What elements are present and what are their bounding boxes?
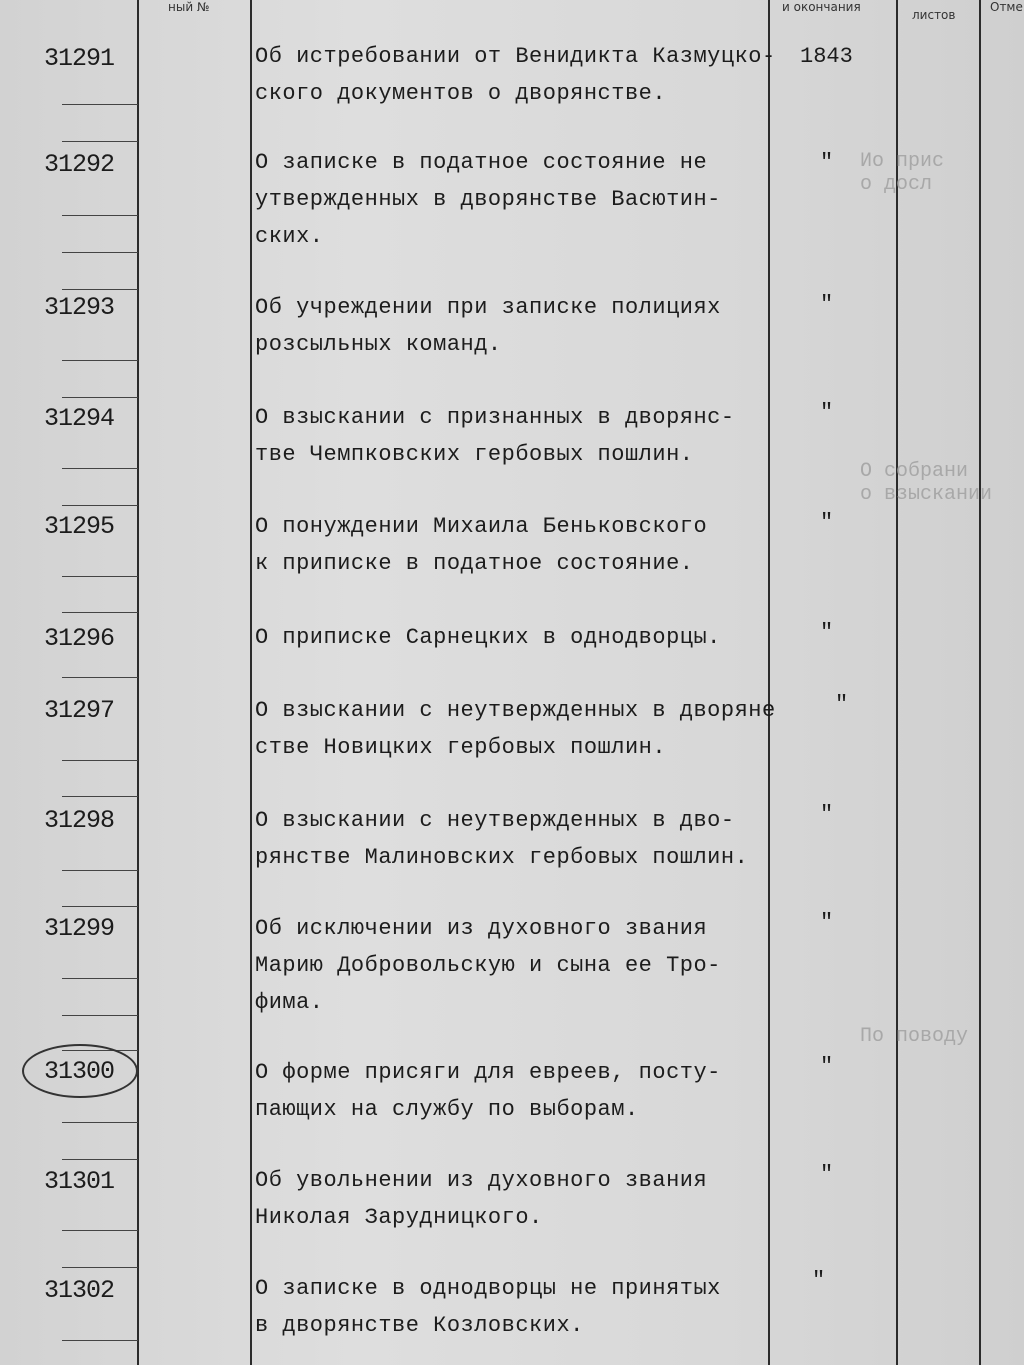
header-dates: и окончания bbox=[782, 0, 861, 14]
entry-year: 1843 bbox=[800, 44, 853, 69]
entry-line: фима. bbox=[255, 990, 324, 1015]
entry-line: ских. bbox=[255, 224, 324, 249]
entry-number: 31299 bbox=[44, 914, 115, 943]
entry-line: в дворянстве Козловских. bbox=[255, 1313, 584, 1338]
entry-line: розсыльных команд. bbox=[255, 332, 502, 357]
entry-line: О записке в однодворцы не принятых bbox=[255, 1276, 721, 1301]
entry-number: 31300 bbox=[44, 1057, 115, 1086]
entry-number: 31296 bbox=[44, 624, 115, 653]
ditto-mark: " bbox=[820, 1162, 834, 1187]
ditto-mark: " bbox=[820, 802, 834, 827]
ditto-mark: " bbox=[820, 1054, 834, 1079]
column-line bbox=[768, 0, 770, 1365]
ditto-mark: " bbox=[820, 150, 834, 175]
ditto-mark: " bbox=[835, 692, 849, 717]
entry-line: стве Новицких гербовых пошлин. bbox=[255, 735, 667, 760]
entry-line: О взыскании с неутвержденных в дво- bbox=[255, 808, 735, 833]
column-line bbox=[137, 0, 139, 1365]
header-notes: Отме bbox=[990, 0, 1023, 14]
archive-page: ный № и окончания листов Отме Ио прис о досл О собрани о взыскании По поводу 31291 Об истребовании от Венидикта Казмуцко- ского документов о дворянстве. 1843 31292 О записке в податное состояние не утвержденных в дворянстве Васютин- ских. " 31293 Об учреждении при записке полициях розсыльных команд. " 31294 О взыскании с признанных в дворянс- тве Чемпковских гербовых пошлин. " 31295 О понуждении Михаила Беньковского к приписке в податное состояние. " 31296 О приписке Сарнецких в однодворцы. " 31297 О взыскании с неутвержденных в дворяне стве Новицких гербовых пошлин. " 31298 О взыскании с неутвержденных в дво- рянстве Малиновских гербовых пошлин. " 31299 Об исключении из духовного звания Марию Добровольскую и сына ее Тро- фима. " 31300 О форме присяги для евреев, посту- пающих на службу по выборам. " 31301 Об увольнении из духовного звания Николая Зарудницкого. " 31302 О записке в однодворцы не принятых в дворянстве Козловских. " bbox=[0, 0, 1024, 1365]
column-line bbox=[896, 0, 898, 1365]
entry-number: 31295 bbox=[44, 512, 115, 541]
ditto-mark: " bbox=[812, 1268, 826, 1293]
entry-number: 31293 bbox=[44, 293, 115, 322]
entry-number: 31291 bbox=[44, 44, 115, 73]
entry-line: рянстве Малиновских гербовых пошлин. bbox=[255, 845, 749, 870]
entry-line: ского документов о дворянстве. bbox=[255, 81, 667, 106]
ditto-mark: " bbox=[820, 510, 834, 535]
entry-number: 31292 bbox=[44, 150, 115, 179]
column-line bbox=[250, 0, 252, 1365]
entry-line: Об исключении из духовного звания bbox=[255, 916, 708, 941]
ditto-mark: " bbox=[820, 620, 834, 645]
entry-line: О форме присяги для евреев, посту- bbox=[255, 1060, 721, 1085]
entry-line: к приписке в податное состояние. bbox=[255, 551, 694, 576]
entry-number: 31298 bbox=[44, 806, 115, 835]
entry-line: О взыскании с признанных в дворянс- bbox=[255, 405, 735, 430]
entry-line: утвержденных в дворянстве Васютин- bbox=[255, 187, 721, 212]
entry-line: пающих на службу по выборам. bbox=[255, 1097, 639, 1122]
entry-line: О взыскании с неутвержденных в дворяне bbox=[255, 698, 776, 723]
entry-number: 31294 bbox=[44, 404, 115, 433]
entry-line: Об увольнении из духовного звания bbox=[255, 1168, 708, 1193]
header-number: ный № bbox=[168, 0, 210, 14]
ditto-mark: " bbox=[820, 910, 834, 935]
ditto-mark: " bbox=[820, 292, 834, 317]
entry-line: Марию Добровольскую и сына ее Тро- bbox=[255, 953, 721, 978]
entry-line: О понуждении Михаила Беньковского bbox=[255, 514, 708, 539]
entry-line: О приписке Сарнецких в однодворцы. bbox=[255, 625, 721, 650]
entry-number: 31301 bbox=[44, 1167, 115, 1196]
entry-number: 31302 bbox=[44, 1276, 115, 1305]
entry-line: тве Чемпковских гербовых пошлин. bbox=[255, 442, 694, 467]
entry-line: О записке в податное состояние не bbox=[255, 150, 708, 175]
header-sheets: листов bbox=[912, 8, 956, 22]
entry-line: Николая Зарудницкого. bbox=[255, 1205, 543, 1230]
entry-number: 31297 bbox=[44, 696, 115, 725]
ditto-mark: " bbox=[820, 400, 834, 425]
entry-line: Об учреждении при записке полициях bbox=[255, 295, 721, 320]
column-line bbox=[979, 0, 981, 1365]
entry-line: Об истребовании от Венидикта Казмуцко- bbox=[255, 44, 776, 69]
